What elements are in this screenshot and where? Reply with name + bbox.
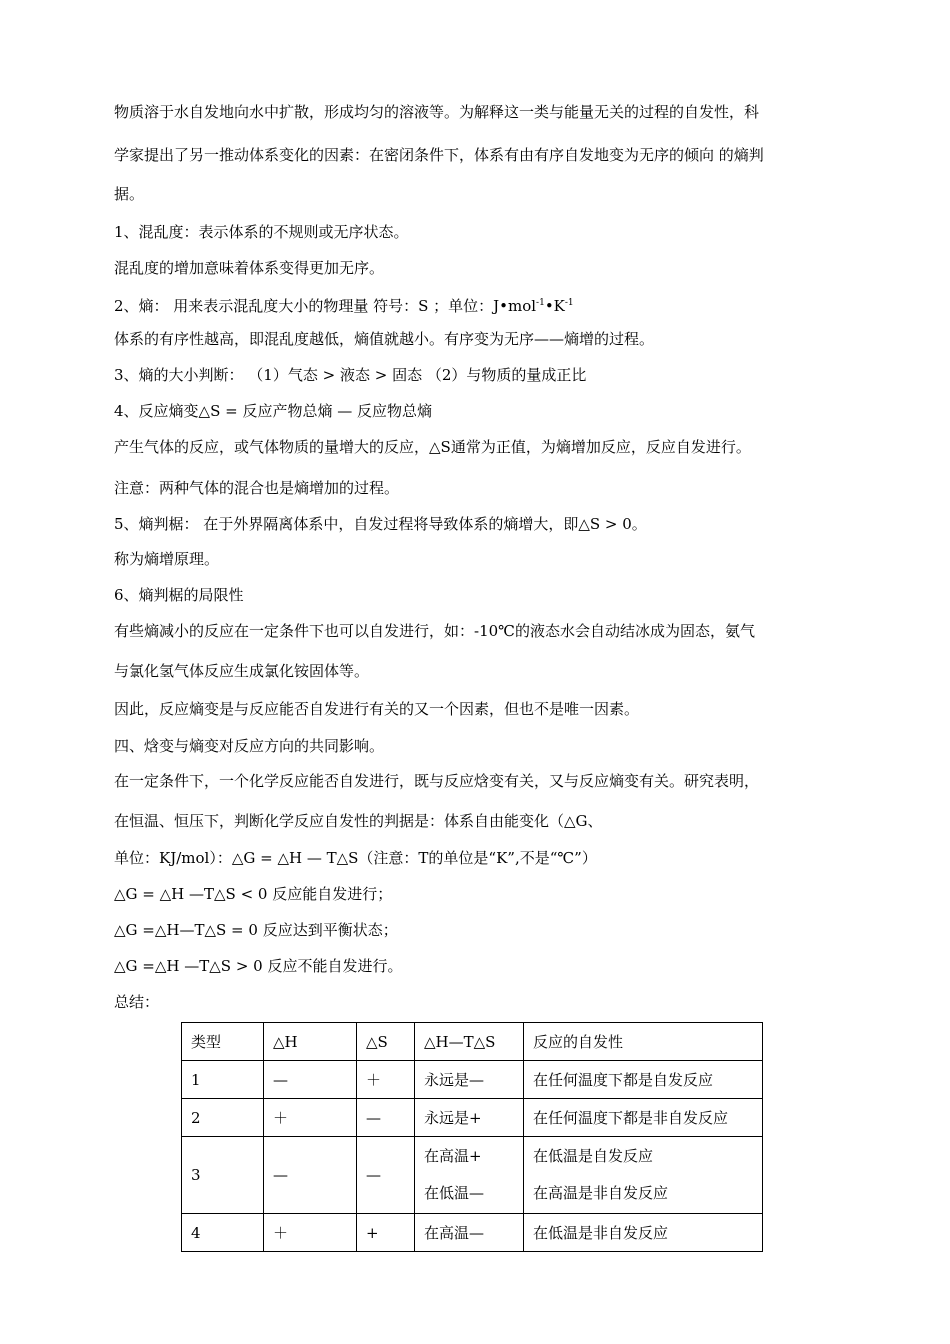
table-cell: 在任何温度下都是非自发反应 — [524, 1099, 763, 1137]
text-segment: •K — [544, 297, 565, 315]
text-line — [114, 293, 870, 316]
table-row — [182, 1099, 763, 1137]
text-line: 产生气体的反应，或气体物质的量增大的反应，△S通常为正值，为熵增加反应，反应自发进行。 — [114, 438, 751, 456]
text-line: 称为熵增原理。 — [114, 550, 220, 568]
text-line: 4、反应熵变△S = 反应产物总熵 — 反应物总熵 — [114, 402, 432, 420]
text-line: 混乱度的增加意味着体系变得更加无序。 — [114, 259, 385, 277]
table-header-cell: 反应的自发性 — [524, 1023, 763, 1061]
table-cell: 3 — [182, 1137, 264, 1214]
text-line: 5、熵判椐： 在于外界隔离体系中，自发过程将导致体系的熵增大，即△S > 0。 — [114, 515, 647, 533]
table-cell: — — [264, 1137, 357, 1214]
table-cell: 在任何温度下都是自发反应 — [524, 1061, 763, 1099]
text-line: △G =△H—T△S = 0 反应达到平衡状态； — [114, 921, 398, 939]
text-line: 在一定条件下，一个化学反应能否自发进行，既与反应焓变有关，又与反应熵变有关。研究表明， — [114, 772, 760, 790]
text-line: 注意：两种气体的混合也是熵增加的过程。 — [114, 479, 400, 497]
text-line: 学家提出了另一推动体系变化的因素：在密闭条件下，体系有由有序自发地变为无序的倾向 的熵判 — [114, 146, 764, 164]
table-cell: — — [264, 1061, 357, 1099]
text-line: 因此，反应熵变是与反应能否自发进行有关的又一个因素，但也不是唯一因素。 — [114, 700, 640, 718]
table-cell-line: 在高温是非自发反应 — [533, 1184, 669, 1202]
text-line: 据。 — [114, 185, 145, 203]
text-line: △G = △H —T△S < 0 反应能自发进行； — [114, 885, 393, 903]
superscript: -1 — [564, 298, 574, 308]
table-cell: 2 — [182, 1099, 264, 1137]
text-line: 1、混乱度：表示体系的不规则或无序状态。 — [114, 223, 409, 241]
table-cell-line: 在低温是自发反应 — [533, 1147, 654, 1165]
superscript: -1 — [536, 298, 545, 308]
table-row — [182, 1214, 763, 1252]
table-row — [182, 1137, 763, 1214]
table-header-cell: 类型 — [182, 1023, 264, 1061]
table-header-row — [182, 1023, 763, 1061]
table-cell: ＋ — [264, 1214, 357, 1252]
table-cell: 永远是— — [415, 1061, 524, 1099]
text-line: △G =△H —T△S > 0 反应不能自发进行。 — [114, 957, 403, 975]
table-cell: — — [357, 1099, 415, 1137]
table-cell: 在低温是非自发反应 — [524, 1214, 763, 1252]
text-line: 与氯化氢气体反应生成氯化铵固体等。 — [114, 662, 370, 680]
text-segment: 2、熵： 用来表示混乱度大小的物理量 符号：S ；单位：J•mol — [114, 297, 537, 315]
table-cell: ＋ — [357, 1061, 415, 1099]
table-cell: ＋ — [264, 1099, 357, 1137]
table-cell-line: 在低温— — [424, 1184, 485, 1202]
text-line: 6、熵判椐的局限性 — [114, 586, 244, 604]
table-cell: — — [357, 1137, 415, 1214]
text-line: 在恒温、恒压下，判断化学反应自发性的判据是：体系自由能变化（△G、 — [114, 812, 603, 830]
table-cell — [415, 1137, 524, 1214]
table-cell — [524, 1137, 763, 1214]
table-cell: 4 — [182, 1214, 264, 1252]
table-cell: 1 — [182, 1061, 264, 1099]
text-line: 总结： — [114, 993, 160, 1011]
text-line: 物质溶于水自发地向水中扩散，形成均匀的溶液等。为解释这一类与能量无关的过程的自发性，科 — [114, 103, 760, 121]
table-cell-line: 在高温+ — [424, 1147, 482, 1165]
table-header-cell: △S — [357, 1023, 415, 1061]
text-line: 四、焓变与熵变对反应方向的共同影响。 — [114, 737, 385, 755]
table-cell: 在高温— — [415, 1214, 524, 1252]
table-row — [182, 1061, 763, 1099]
table-cell: 永远是+ — [415, 1099, 524, 1137]
text-line: 3、熵的大小判断： （1）气态 > 液态 > 固态 （2）与物质的量成正比 — [114, 366, 587, 384]
table-cell: + — [357, 1214, 415, 1252]
summary-table — [181, 1022, 763, 1252]
table-header-cell: △H—T△S — [415, 1023, 524, 1061]
table-header-cell: △H — [264, 1023, 357, 1061]
text-line: 单位：KJ/mol）：△G = △H — T△S（注意：T的单位是“K”,不是“℃”） — [114, 849, 597, 867]
text-line: 有些熵减小的反应在一定条件下也可以自发进行，如：-10℃的液态水会自动结冰成为固态，氨气 — [114, 622, 755, 640]
text-line: 体系的有序性越高，即混乱度越低，熵值就越小。有序变为无序——熵增的过程。 — [114, 330, 655, 348]
